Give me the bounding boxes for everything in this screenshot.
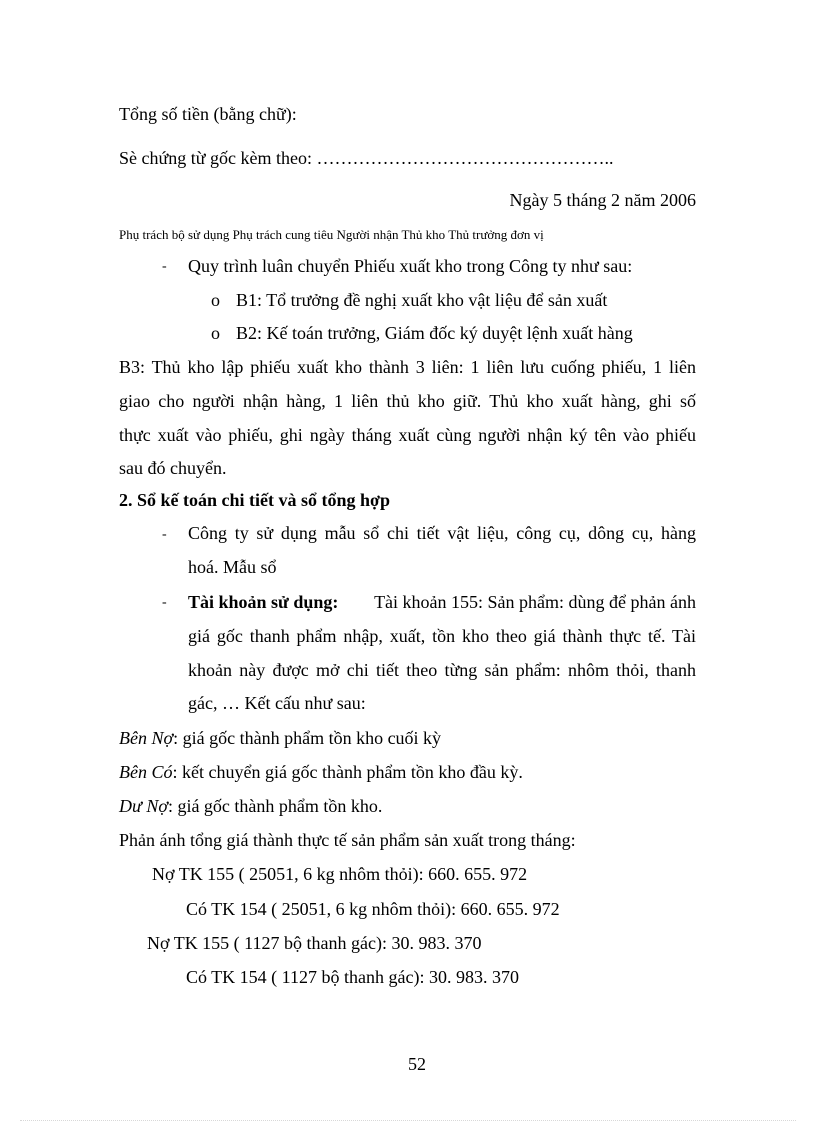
journal-entry: Có TK 154 ( 25051, 6 kg nhôm thỏi): 660. 655. 972: [186, 899, 560, 919]
journal-entry: Nợ TK 155 ( 25051, 6 kg nhôm thỏi): 660. 655. 972: [152, 864, 528, 884]
debit-side: [119, 727, 441, 749]
process-step-3-line: B3: Thủ kho lập phiếu xuất kho thành 3 liên: 1 liên lưu cuống phiếu, 1 liên: [119, 357, 696, 377]
circle-bullet-icon: o: [211, 323, 220, 343]
balance-label: Dư Nợ: [119, 796, 168, 816]
circle-bullet-icon: o: [211, 290, 220, 310]
total-amount-words: Tổng số tiền (bằng chữ):: [119, 104, 297, 124]
process-step-3-line: sau đó chuyển.: [119, 458, 227, 478]
document-date: Ngày 5 tháng 2 năm 2006: [509, 190, 696, 210]
process-step-3-line: thực xuất vào phiếu, ghi ngày tháng xuất cùng người nhận ký tên vào phiếu: [119, 425, 696, 445]
credit-side: [119, 761, 523, 783]
process-step-2: B2: Kế toán trưởng, Giám đốc ký duyệt lệnh xuất hàng: [236, 323, 633, 343]
ledger-description-line: Công ty sử dụng mẫu sổ chi tiết vật liệu, công cụ, dông cụ, hàng: [188, 523, 696, 543]
account-used-label: Tài khoản sử dụng:: [188, 592, 339, 612]
bullet-dash-icon: -: [162, 527, 167, 542]
debit-balance: [119, 795, 382, 817]
section-heading: 2. Sổ kế toán chi tiết và sổ tổng hợp: [119, 490, 390, 510]
credit-text: : kết chuyển giá gốc thành phẩm tồn kho đầu kỳ.: [172, 762, 523, 782]
account-description-line: giá gốc thanh phẩm nhập, xuất, tồn kho theo giá thành thực tế. Tài: [188, 626, 696, 646]
account-used-line: [188, 591, 696, 613]
bullet-dash-icon: -: [162, 259, 167, 274]
process-title: Quy trình luân chuyển Phiếu xuất kho trong Công ty như sau:: [188, 256, 633, 276]
attached-documents: Sè chứng từ gốc kèm theo: …………………………………………..: [119, 148, 614, 168]
page-number: 52: [408, 1054, 426, 1074]
account-description-line: gác, … Kết cấu như sau:: [188, 693, 366, 713]
signature-row: Phụ trách bộ sử dụng Phụ trách cung tiêu Người nhận Thủ kho Thủ trưởng đơn vị: [119, 227, 544, 242]
journal-entry: Nợ TK 155 ( 1127 bộ thanh gác): 30. 983. 370: [147, 933, 482, 953]
credit-label: Bên Có: [119, 762, 173, 782]
process-step-1: B1: Tổ trưởng đề nghị xuất kho vật liệu để sản xuất: [236, 290, 608, 310]
ledger-description-line: hoá. Mẫu sổ: [188, 557, 277, 577]
journal-entry: Có TK 154 ( 1127 bộ thanh gác): 30. 983. 370: [186, 967, 519, 987]
reflect-statement: Phản ánh tổng giá thành thực tế sản phẩm sản xuất trong tháng:: [119, 830, 576, 850]
debit-label: Bên Nợ: [119, 728, 174, 748]
debit-text: : giá gốc thành phẩm tồn kho cuối kỳ: [173, 728, 442, 748]
account-used-text: Tài khoản 155: Sản phẩm: dùng để phản ánh: [374, 592, 696, 612]
account-description-line: khoản này được mở chi tiết theo từng sản phẩm: nhôm thỏi, thanh: [188, 660, 696, 680]
bullet-dash-icon: -: [162, 595, 167, 610]
process-step-3-line: giao cho người nhận hàng, 1 liên thủ kho giữ. Thủ kho xuất hàng, ghi số: [119, 391, 696, 411]
balance-text: : giá gốc thành phẩm tồn kho.: [167, 796, 383, 816]
page-bottom-rule: [20, 1120, 796, 1121]
